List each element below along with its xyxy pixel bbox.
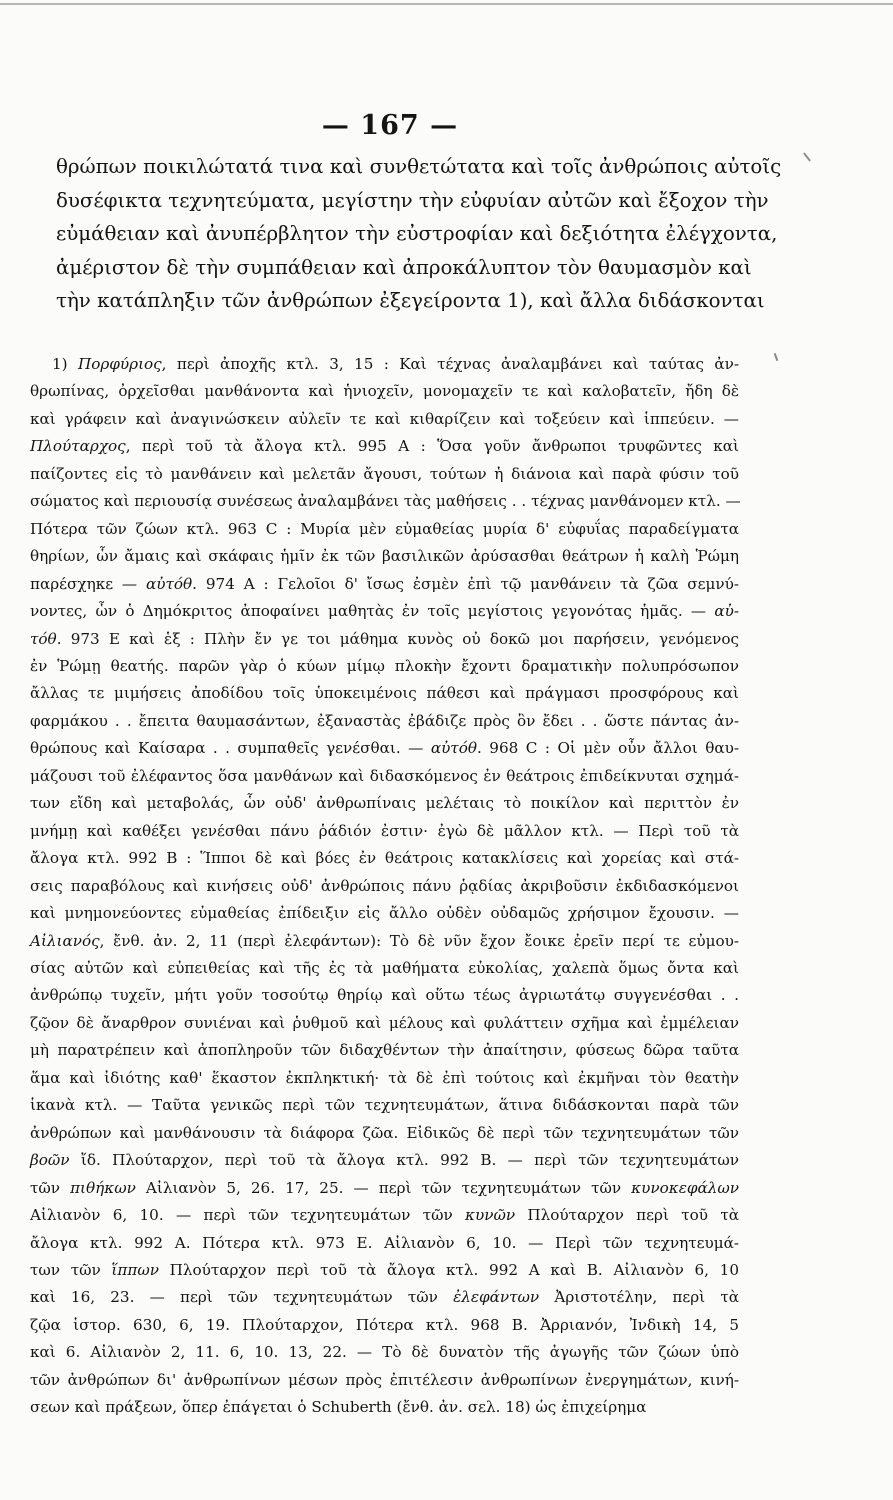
- footnote-text: των τῶν: [30, 1260, 112, 1279]
- footnote-line: [30, 1010, 739, 1037]
- footnote-line: [30, 1394, 739, 1421]
- footnote-line: [30, 873, 739, 900]
- footnote-text: θρώπους καὶ Καίσαρα . . συμπαθεῖς γενέσθαι. —: [30, 739, 431, 758]
- footnote-text: παίζοντες εἰς τὸ μανθάνειν καὶ μελετᾶν ἄγουσι, τούτων ἡ διάνοια καὶ παρὰ φύσιν τοῦ: [30, 464, 739, 483]
- footnote-text: Αἰλιανὸν 6, 10. — περὶ τῶν τεχνητευμάτων τῶν: [30, 1206, 466, 1225]
- footnote-text: θηρίων, ὧν ἄμαις καὶ σκάφαις ἡμῖν ἐκ τῶν βασιλικῶν ἀρύσασθαι θεάτρων ἡ καλὴ Ῥώμη: [30, 547, 739, 566]
- footnote-line: [30, 928, 739, 955]
- footnote-line: [30, 818, 739, 845]
- footnote-text: Πότερα τῶν ζώων κτλ. 963 C : Μυρία μὲν εὐμαθείας μυρία δ' εὐφυΐας παραδείγματα: [30, 519, 739, 538]
- footnote-text: Ἀριστοτέλην, περὶ τὰ: [539, 1288, 739, 1307]
- footnote-text: ζῷα ἱστορ. 630, 6, 19. Πλούταρχον, Πότερα κτλ. 968 Β. Ἀρριανόν, Ἰνδικὴ 14, 5: [30, 1315, 739, 1334]
- footnote-text: ἀνθρώπῳ τυχεῖν, μήτι γοῦν τοσούτῳ θηρίῳ καὶ οὕτω τέως ἀγριωτάτῳ συγγενέσθαι . .: [30, 986, 739, 1005]
- page-number: — 167 —: [321, 110, 459, 141]
- footnote-text: τῶν ἀνθρώπων δι' ἀνθρωπίνων μέσων πρὸς ἐπιτέλεσιν ἀνθρωπίνων ἐνεργημάτων, κινή-: [30, 1370, 739, 1389]
- footnote-text: τῶν: [30, 1178, 71, 1197]
- footnote-italic-text: αὐτόθ: [430, 739, 477, 758]
- footnote-italic-text: ἵππων: [111, 1260, 159, 1279]
- footnote-line: [30, 735, 739, 762]
- footnote-text: καὶ μνημονεύοντες εὐμαθείας ἐπίδειξιν εἰς ἄλλο οὐδὲν οὐδαμῶς χρήσιμον ἔχουσιν. —: [30, 904, 739, 923]
- footnote-italic-text: αὐ-: [714, 602, 739, 621]
- footnote-line: [30, 1367, 739, 1394]
- footnote-line: [30, 680, 739, 707]
- footnote-text: Αἰλιανὸν 5, 26. 17, 25. — περὶ τῶν τεχνητευμάτων τῶν: [135, 1178, 632, 1197]
- footnote-italic-text: τόθ: [30, 629, 57, 648]
- body-line: δυσέφικτα τεχνητεύματα, μεγίστην τὴν εὐφυίαν αὐτῶν καὶ ἔξοχον τὴν: [56, 188, 769, 212]
- footnote-line: [30, 708, 739, 735]
- footnote-text: μνήμῃ καὶ καθέξει γενέσθαι πάνυ ῥάδιόν ἐστιν· ἐγὼ δὲ μᾶλλον κτλ. — Περὶ τοῦ τὰ: [30, 821, 739, 840]
- footnote-line: [30, 1092, 739, 1119]
- footnote-text: , περὶ ἀποχῆς κτλ. 3, 15 : Καὶ τέχνας ἀναλαμβάνει καὶ ταύτας ἀν-: [161, 355, 739, 373]
- footnote-text: , περὶ τοῦ τὰ ἄλογα κτλ. 995 Α : Ὅσα γοῦν ἄνθρωποι τρυφῶντες καὶ: [125, 437, 739, 456]
- footnote: [30, 351, 739, 1422]
- footnote-line: [30, 1037, 739, 1064]
- footnote-text: ἀνθρώπων καὶ μανθάνουσιν τὰ διάφορα ζῶα. Εἰδικῶς δὲ περὶ τῶν τεχνητευμάτων τῶν: [30, 1123, 739, 1142]
- footnote-text: ἱκανὰ κτλ. — Ταῦτα γενικῶς περὶ τῶν τεχνητευμάτων, ἅτινα διδάσκονται παρὰ τῶν: [30, 1096, 739, 1115]
- footnote-line: [30, 1202, 739, 1229]
- footnote-line: [30, 1339, 739, 1366]
- footnote-text: φαρμάκου . . ἔπειτα θαυμασάντων, ἐξαναστὰς ἐβάδιζε πρὸς ὃν ἔδει . . ὥστε πάντας ἀν-: [30, 711, 739, 730]
- footnote-text: ἴδ. Πλούταρχον, περὶ τοῦ τὰ ἄλογα κτλ. 992 Β. — περὶ τῶν τεχνητευμάτων: [69, 1151, 739, 1170]
- footnote-text: σίας αὐτῶν καὶ εὐπειθείας καὶ τῆς ἐς τὰ μαθήματα εὐκολίας, χαλεπὰ ὅμως ὄντα καὶ: [30, 958, 739, 977]
- footnote-line: [30, 378, 739, 405]
- page-top-edge: [0, 3, 893, 5]
- footnote-line: [30, 433, 739, 460]
- footnote-italic-text: Πλούταρχος: [30, 437, 126, 456]
- footnote-text: , ἔνθ. ἀν. 2, 11 (περὶ ἐλεφάντων): Τὸ δὲ νῦν ἔχον ἔοικε ἐρεῖν περί τε εὐμου-: [99, 931, 739, 950]
- footnote-italic-text: βοῶν: [30, 1151, 70, 1170]
- footnote-italic-text: πιθήκων: [70, 1178, 136, 1197]
- body-line: τὴν κατάπληξιν τῶν ἀνθρώπων ἐξεγείροντα 1), καὶ ἄλλα διδάσκονται: [56, 289, 765, 313]
- footnote-text: σώματος καὶ περιουσίᾳ συνέσεως ἀναλαμβάνει τὰς μαθήσεις . . τέχνας μανθάνομεν κτλ. —: [30, 492, 741, 511]
- footnote-line: [30, 598, 739, 625]
- footnote-text: καὶ 6. Αἰλιανὸν 2, 11. 6, 10. 13, 22. — Τὸ δὲ δυνατὸν τῆς ἀγωγῆς τῶν ζώων ὑπὸ: [30, 1343, 739, 1362]
- footnote-line: [30, 1147, 739, 1174]
- footnote-line: [30, 790, 739, 817]
- footnote-italic-text: κυνοκεφάλων: [631, 1178, 739, 1197]
- footnote-line: [30, 406, 739, 433]
- footnote-text: ἅμα καὶ ἰδιότης καθ' ἕκαστον ἐκπληκτική· τὰ δὲ ἐπὶ τούτοις καὶ ἐκμῆναι τὸν θεατὴν: [30, 1068, 739, 1087]
- footnote-text: μὴ παρατρέπειν καὶ ἀποπληροῦν τῶν διδαχθέντων τὴν ἀπαίτησιν, φύσεως δῶρα ταῦτα: [30, 1041, 739, 1060]
- footnote-text: . 974 Α : Γελοῖοι δ' ἴσως ἐσμὲν ἐπὶ τῷ μανθάνειν τὰ ζῶα σεμνύ-: [192, 574, 739, 593]
- footnote-text: καὶ γράφειν καὶ ἀναγινώσκειν αὐλεῖν τε καὶ κιθαρίζειν καὶ τοξεύειν καὶ ἱππεύειν. —: [30, 409, 739, 428]
- footnote-italic-text: Αἰλιανός: [30, 931, 100, 950]
- footnote-line: [30, 763, 739, 790]
- footnote-line: [30, 1257, 739, 1284]
- scan-mark: [774, 353, 779, 361]
- footnote-text: καὶ 16, 23. — περὶ τῶν τεχνητευμάτων τῶν: [30, 1288, 454, 1307]
- footnote-text: ἄλλας τε μιμήσεις ἀποδίδου τοῖς ὑποκειμένοις πάθεσι καὶ πράγμασι προσφόρους καὶ: [30, 684, 739, 703]
- body-line: ἀμέριστον δὲ τὴν συμπάθειαν καὶ ἀπροκάλυπτον τὸν θαυμασμὸν καὶ: [56, 255, 752, 279]
- body-line: θρώπων ποικιλώτατά τινα καὶ συνθετώτατα καὶ τοῖς ἀνθρώποις αὐτοῖς: [56, 155, 782, 178]
- footnote-line: [30, 1284, 739, 1311]
- footnote-line: [30, 845, 739, 872]
- footnote-italic-text: κυνῶν: [465, 1206, 516, 1225]
- footnote-line: [30, 626, 739, 653]
- scan-mark: [803, 152, 811, 161]
- main-paragraph: [56, 150, 782, 318]
- footnote-line: [30, 955, 739, 982]
- footnote-italic-text: ἐλεφάντων: [453, 1288, 540, 1307]
- footnote-line: [30, 1312, 739, 1339]
- footnote-line: [30, 488, 739, 515]
- footnote-marker: 1): [52, 355, 78, 373]
- footnote-text: των εἴδη καὶ μεταβολάς, ὧν οὐδ' ἀνθρωπίναις μελέταις τὸ ποικίλον καὶ περιττὸν ἐν: [30, 794, 739, 813]
- footnote-text: θρωπίνας, ὀρχεῖσθαι μανθάνοντα καὶ ἡνιοχεῖν, μονομαχεῖν τε καὶ καλοβατεῖν, ἤδη δὲ: [30, 382, 739, 401]
- footnote-text: . 973 Ε καὶ ἑξ : Πλὴν ἔν γε τοι μάθημα κυνὸς οὐ δοκῶ μοι παρήσειν, γενόμενος: [56, 629, 739, 648]
- footnote-line: [30, 1230, 739, 1257]
- footnote-line: [30, 982, 739, 1009]
- footnote-text: σεις παραβόλους καὶ κινήσεις οὐδ' ἀνθρώποις πάνυ ῥᾳδίας ἀκριβοῦσιν ἐκδιδασκόμενοι: [30, 876, 739, 895]
- footnote-line: [30, 461, 739, 488]
- footnote-italic-text: αὐτόθ: [145, 574, 193, 593]
- footnote-text: ζῷον δὲ ἄναρθρον συνιέναι καὶ ῥυθμοῦ καὶ μέλους καὶ φυλάττειν σχῆμα καὶ ἐμμέλειαν: [30, 1013, 739, 1032]
- footnote-text: Πλούταρχον περὶ τοῦ τὰ: [515, 1206, 739, 1225]
- footnote-line: [30, 571, 739, 598]
- footnote-text: Πλούταρχον περὶ τοῦ τὰ ἄλογα κτλ. 992 Α καὶ Β. Αἰλιανὸν 6, 10: [158, 1260, 739, 1279]
- footnote-line: [30, 1175, 739, 1202]
- body-line: εὐμάθειαν καὶ ἀνυπέρβλητον τὴν εὐστροφίαν καὶ δεξιότητα ἐλέγχοντα,: [56, 222, 778, 246]
- footnote-text: νοντες, ὧν ὁ Δημόκριτος ἀποφαίνει μαθητὰς ἐν τοῖς μεγίστοις γεγονότας ἡμᾶς. —: [30, 602, 715, 621]
- footnote-line: [30, 543, 739, 570]
- footnote-text: σεων καὶ πράξεων, ὅπερ ἐπάγεται ὁ Schuberth (ἔνθ. ἀν. σελ. 18) ὡς ἐπιχείρημα: [30, 1398, 647, 1417]
- footnote-line: [30, 351, 739, 378]
- footnote-text: παρέσχηκε —: [30, 574, 146, 593]
- footnote-text: . 968 C : Οἱ μὲν οὖν ἄλλοι θαυ-: [477, 739, 739, 758]
- footnote-line: [30, 1065, 739, 1092]
- footnote-line: [30, 900, 739, 927]
- footnote-text: ἄλογα κτλ. 992 Α. Πότερα κτλ. 973 Ε. Αἰλιανὸν 6, 10. — Περὶ τῶν τεχνητευμά-: [30, 1233, 739, 1252]
- footnote-italic-text: Πορφύριος: [77, 355, 162, 373]
- footnote-line: [30, 1120, 739, 1147]
- footnote-text: ἐν Ῥώμῃ θεατής. παρῶν γὰρ ὁ κύων μίμῳ πλοκὴν ἔχοντι δραματικὴν πολυπρόσωπον: [30, 656, 739, 675]
- footnote-line: [30, 516, 739, 543]
- footnote-text: μάζουσι τοῦ ἐλέφαντος ὅσα μανθάνων καὶ διδασκόμενος ἐν θεάτροις ἐπιδείκνυται σχημά-: [30, 766, 739, 785]
- footnote-line: [30, 653, 739, 680]
- footnote-text: ἄλογα κτλ. 992 Β : Ἵπποι δὲ καὶ βόες ἐν θεάτροις κατακλίσεις καὶ χορείας καὶ στά-: [30, 849, 739, 868]
